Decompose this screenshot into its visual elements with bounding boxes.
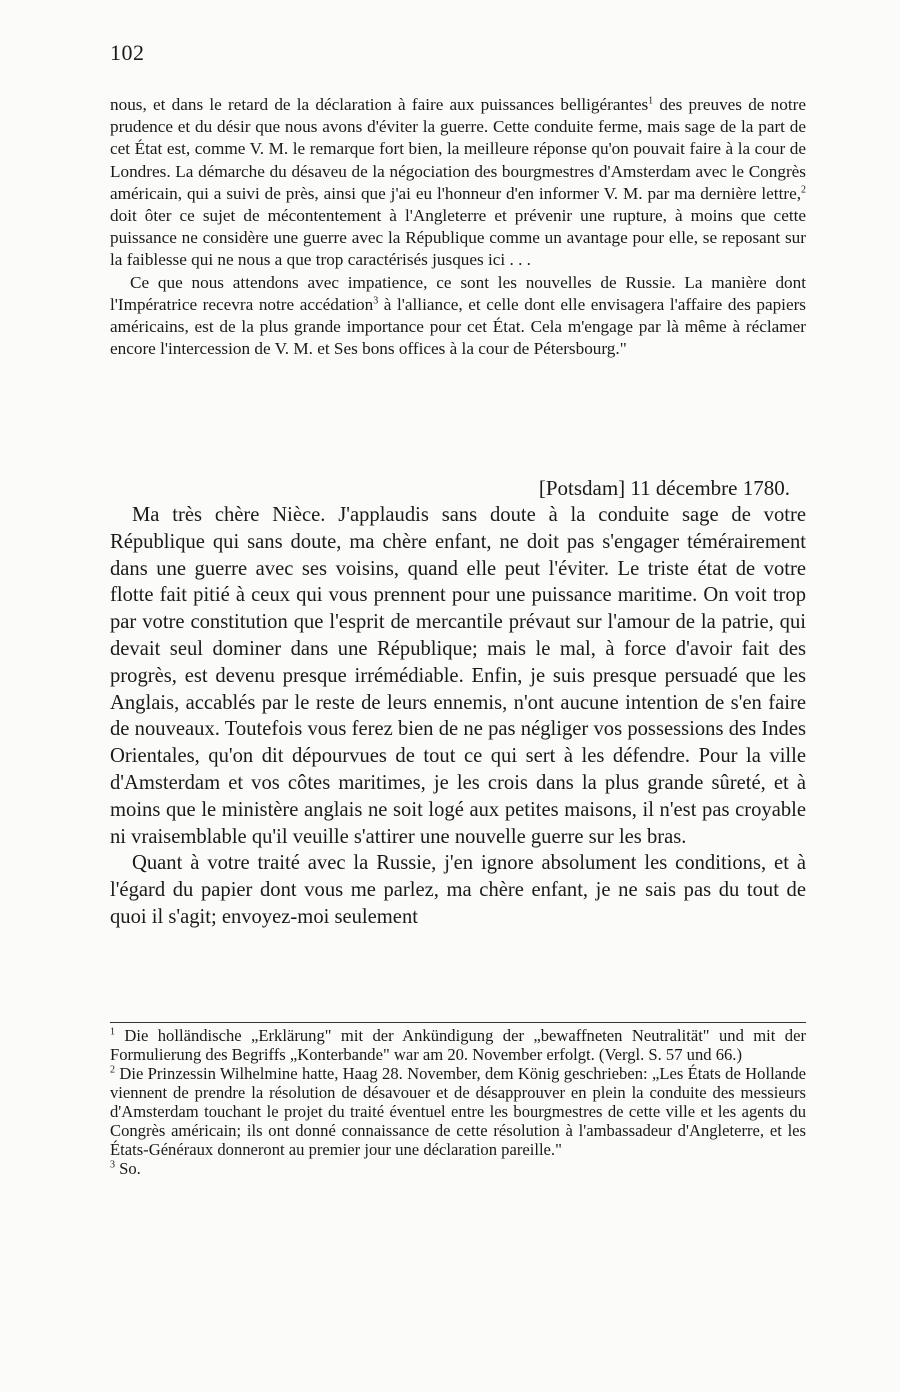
footnote-divider [110,1022,806,1023]
letter-dateline: [Potsdam] 11 décembre 1780. [538,476,790,500]
footnote-mark: 3 [110,1159,115,1171]
footnote-3 [110,1159,806,1178]
quote-text: doit ôter ce sujet de mécontentement à l'Angleterre et prévenir une rupture, à moins que cette puissance ne considère une guerre avec la République comme un avantage pour elle, se reposant sur la faiblesse qui ne nous a que trop caractérisés jusques ici . . . [110,206,806,270]
footnotes [110,1026,806,1178]
footnote-text: Die Prinzessin Wilhelmine hatte, Haag 28. November, dem König geschrieben: „Les États de Hollande viennent de prendre la résolution de désavouer et de désapprouver en plein la conduite des messieurs d'Amsterdam touchant le projet du traité éventuel entre les bourgmestres de cette ville et les agents du Congrès américain; ils ont donné connaissance de cette résolution à l'ambassadeur d'Angleterre, et les États-Généraux donneront au premier jour une déclaration pareille." [110,1064,806,1159]
footnote-ref-3: 3 [373,295,379,307]
quote-paragraph-1 [110,94,806,272]
footnote-mark: 2 [110,1064,115,1076]
quote-paragraph-2 [110,272,806,361]
letter-body [110,502,806,931]
page-number: 102 [110,40,145,65]
letter-paragraph-1: Ma très chère Nièce. J'applaudis sans doute à la conduite sage de votre République qui sans doute, ma chère enfant, ne doit pas s'engager témérairement dans une guerre avec ses voisins, quand elle peut l'éviter. Le triste état de votre flotte fait pitié à ceux qui vous prennent pour une puissance maritime. On voit trop par votre constitution que l'esprit de mercantile prévaut sur l'amour de la patrie, qui devait seul dominer dans une République; mais le mal, à force d'avoir fait des progrès, est devenu presque irrémédiable. Enfin, je suis presque persuadé que les Anglais, accablés par le reste de leurs ennemis, n'ont aucune intention de s'en faire de nouveaux. Toutefois vous ferez bien de ne pas négliger vos possessions des Indes Orientales, qu'on dit dépourvues de tout ce qui sert à les défendre. Pour la ville d'Amsterdam et vos côtes maritimes, je les crois dans la plus grande sûreté, et à moins que le ministère anglais ne soit logé aux petites maisons, il n'est pas croyable ni vraisemblable qu'il veuille s'attirer une nouvelle guerre sur les bras. [110,504,806,848]
quote-text: nous, et dans le retard de la déclaration à faire aux puissances belligérantes [110,95,649,114]
letter-paragraph-2: Quant à votre traité avec la Russie, j'en ignore absolument les conditions, et à l'égard du papier dont vous me parlez, ma chère enfant, je ne sais pas du tout de quoi il s'agit; envoyez-moi seulement [110,852,806,928]
footnote-mark: 1 [110,1026,115,1038]
footnote-2 [110,1064,806,1159]
footnote-ref-2: 2 [801,184,806,196]
footnote-text: Die holländische „Erklärung" mit der Ankündigung der „bewaffneten Neutralität" und mit der Formulierung des Begriffs „Konterbande" war am 20. November erfolgt. (Vergl. S. 57 und 66.) [110,1026,806,1064]
quote-text: Ce que nous attendons avec impatience, ce sont les nouvelles de Russie. La manière dont l'Impératrice recevra notre accédation [110,272,806,314]
quote-text: à l'alliance, et celle dont elle envisagera l'affaire des papiers américains, est de la plus grande importance pour cet État. Cela m'engage par là même à réclamer encore l'intercession de V. M. et Ses bons offices à la cour de Pétersbourg." [110,294,806,359]
footnote-ref-1: 1 [648,95,654,107]
footnote-text: So. [115,1159,141,1178]
quoted-letter [110,94,806,360]
footnote-1 [110,1026,806,1064]
quote-text: des preuves de notre prudence et du désir que nous avons d'éviter la guerre. Cette conduite ferme, mais sage de la part de cet État est, comme V. M. le remarque fort bien, la meilleure réponse qu'on pouvait faire à la cour de Londres. La démarche du désaveu de la négociation des bourgmestres d'Amsterdam avec le Congrès américain, qui a suivi de près, ainsi que j'ai eu l'honneur d'en informer V. M. par ma dernière lettre, [110,95,806,203]
